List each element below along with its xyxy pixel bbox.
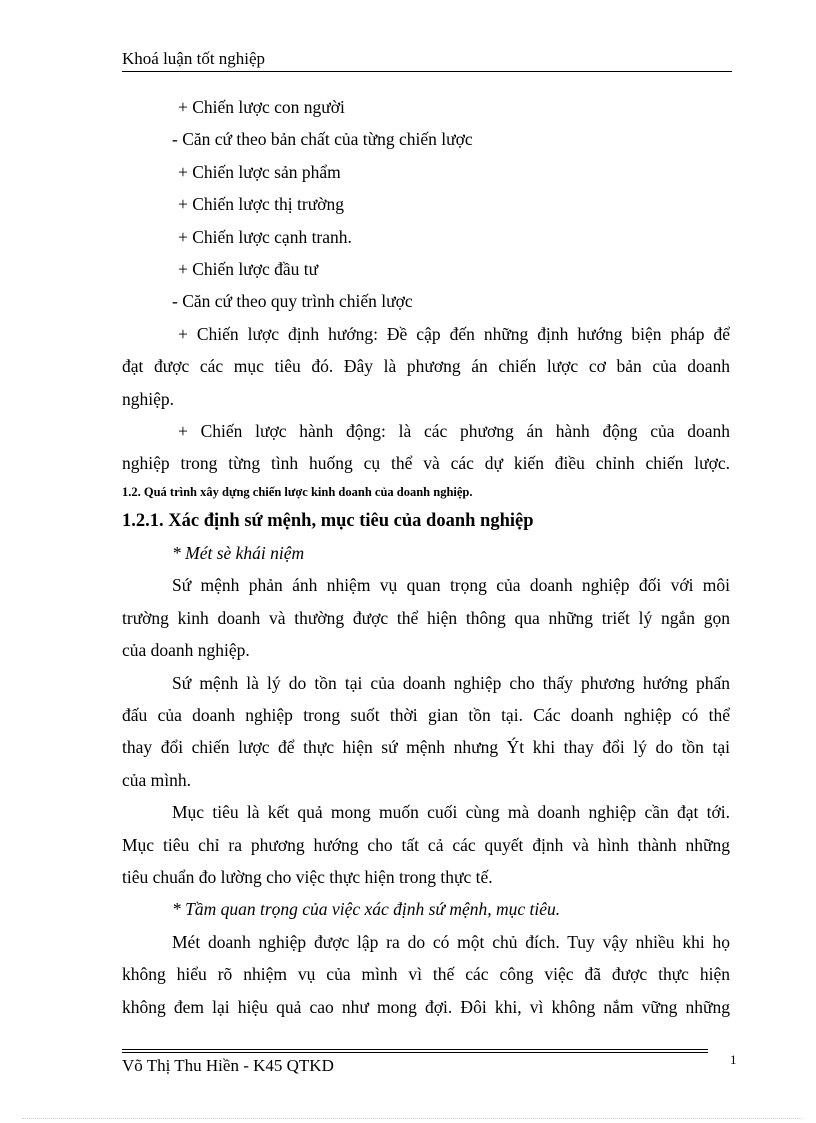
paragraph-line: Mục tiêu là kết quả mong muốn cuối cùng mà doanh nghiệp cần đạt tới. [172, 802, 730, 823]
page-footer-author: Võ Thị Thu Hiền - K45 QTKD [122, 1056, 334, 1075]
section-heading: 1.2. Quá trình xây dựng chiến lược kinh doanh của doanh nghiệp. [122, 484, 473, 499]
paragraph-line: đấu của doanh nghiệp trong suốt thời gian tồn tại. Các doanh nghiệp có thể [122, 705, 730, 726]
paragraph-line: Mét doanh nghiệp được lập ra do có một chủ đích. Tuy vậy nhiều khi họ [172, 931, 730, 952]
list-item: - Căn cứ theo quy trình chiến lược [172, 291, 413, 312]
page-number: 1 [730, 1052, 737, 1067]
paragraph-line: đạt được các mục tiêu đó. Đây là phương án chiến lược cơ bản của doanh [122, 356, 730, 377]
page-header: Khoá luận tốt nghiệp [122, 49, 266, 68]
paragraph-line: của doanh nghiệp. [122, 640, 250, 661]
list-item: + Chiến lược sản phẩm [178, 161, 341, 182]
paragraph-line: nghiệp. [122, 388, 175, 409]
document-body [122, 91, 730, 1023]
paragraph-line: nghiệp trong từng tình huống cụ thể và các dự kiến điều chỉnh chiến lược. [122, 453, 730, 474]
list-item: + Chiến lược cạnh tranh. [178, 226, 352, 247]
paragraph-line: không đem lại hiệu quả cao như mong đợi. Đôi khi, vì không nắm vững những [122, 996, 730, 1017]
paragraph-line: Sứ mệnh là lý do tồn tại của doanh nghiệp cho thấy phương hướng phấn [172, 672, 730, 693]
paragraph-line: + Chiến lược định hướng: Đề cập đến những định hướng biện pháp để [178, 323, 730, 344]
header-rule [122, 71, 732, 72]
list-item: - Căn cứ theo bản chất của từng chiến lược [172, 129, 473, 150]
paragraph-line: của mình. [122, 769, 192, 790]
paragraph-line: tiêu chuẩn đo lường cho việc thực hiện trong thực tế. [122, 866, 493, 887]
list-item: + Chiến lược con người [178, 97, 345, 117]
footer-rule [122, 1052, 708, 1053]
subheading: * Mét sè khái niệm [172, 543, 305, 564]
paragraph-line: không hiểu rõ nhiệm vụ của mình vì thế các công việc đã được thực hiện [122, 964, 730, 985]
paragraph-line: trường kinh doanh và thường được thể hiện thông qua những triết lý ngắn gọn [122, 607, 730, 628]
paragraph-line: + Chiến lược hành động: là các phương án hành động của doanh [178, 420, 730, 441]
paragraph-line: Mục tiêu chỉ ra phương hướng cho tất cả các quyết định và hình thành những [122, 834, 730, 855]
paragraph-line: Sứ mệnh phản ánh nhiệm vụ quan trọng của doanh nghiệp đối với môi [172, 575, 730, 596]
footer-rule [122, 1049, 708, 1050]
paragraph-line: thay đổi chiến lược để thực hiện sứ mệnh nhưng Ýt khi thay đổi lý do tồn tại [122, 737, 730, 758]
list-item: + Chiến lược thị trường [178, 194, 344, 215]
subsection-heading: 1.2.1. Xác định sứ mệnh, mục tiêu của doanh nghiệp [122, 510, 534, 531]
list-item: + Chiến lược đầu tư [178, 258, 319, 279]
subheading: * Tầm quan trọng của việc xác định sứ mệnh, mục tiêu. [172, 899, 561, 920]
page-edge-divider [22, 1118, 802, 1119]
